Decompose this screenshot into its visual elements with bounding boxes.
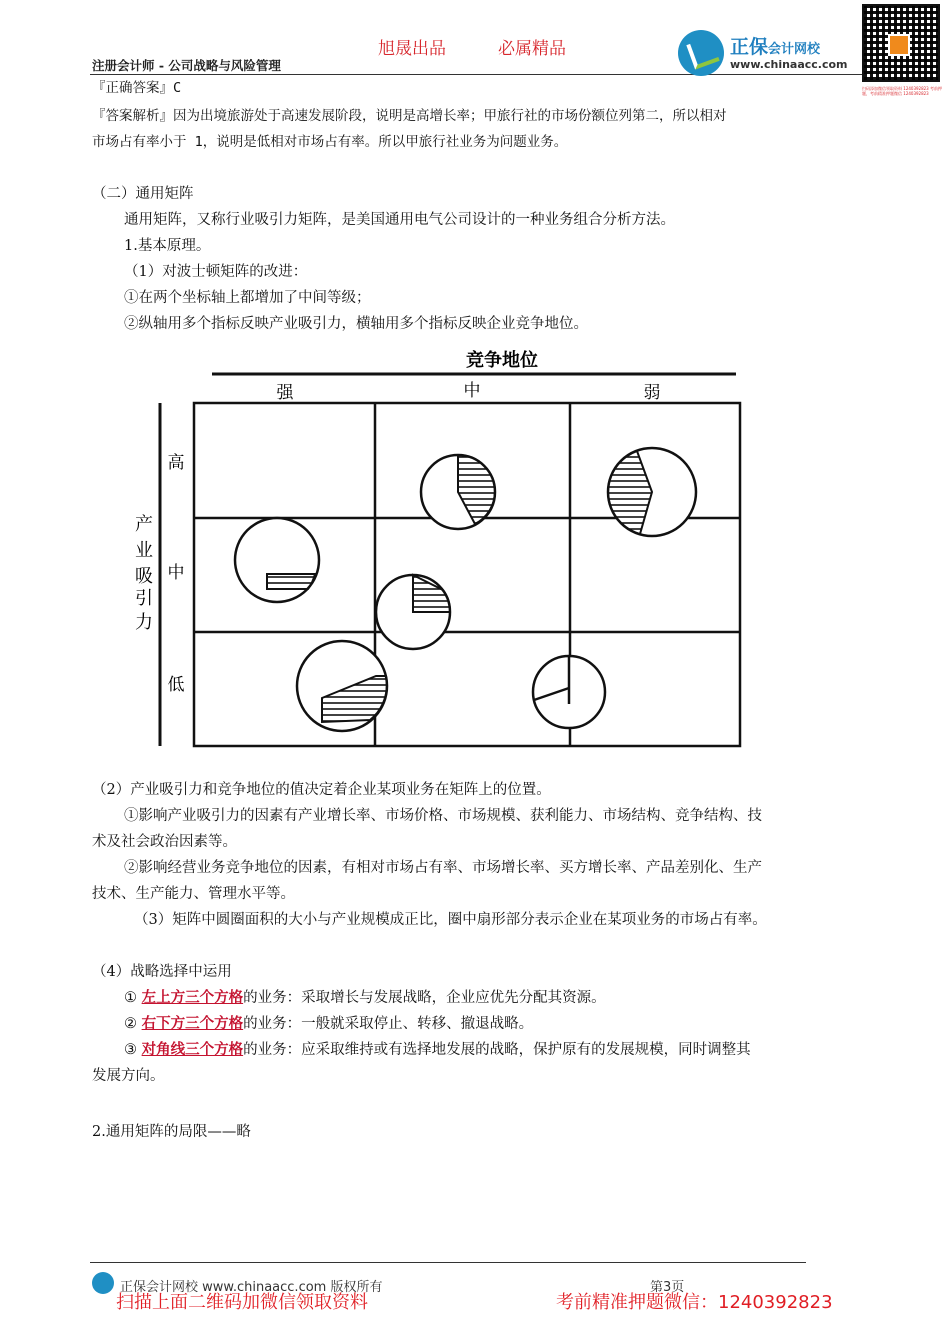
business-circle-weak-high	[608, 448, 696, 536]
logo-name: 正保会计网校	[730, 36, 821, 58]
qr-note: 扫码添加微信领取资料 1240392823 考前押题，考前精准押题微信 1240392823	[862, 86, 942, 96]
section-heading: （二）通用矩阵	[92, 186, 194, 202]
business-circle-strong-medium	[235, 518, 319, 602]
ge-matrix-diagram	[130, 346, 750, 758]
logo-url: www.chinaacc.com	[730, 58, 848, 71]
x-level-medium: 中	[463, 381, 481, 401]
point-2a-line-2: 术及社会政治因素等。	[92, 834, 237, 850]
chinaacc-logo[interactable]	[678, 30, 858, 76]
business-circle-weak-low	[533, 656, 605, 728]
strategy-3-key: 对角线三个方格	[141, 1041, 244, 1058]
point-4: （4）战略选择中运用	[92, 964, 232, 980]
intro-paragraph: 通用矩阵，又称行业吸引力矩阵，是美国通用电气公司设计的一种业务组合分析方法。	[124, 212, 675, 228]
y-title-char-4: 引	[135, 588, 153, 609]
y-title-char-3: 吸	[135, 566, 153, 587]
point-1a: ①在两个坐标轴上都增加了中间等级；	[124, 290, 371, 306]
footer-promo-right: 考前精准押题微信：1240392823	[556, 1292, 833, 1313]
point-2b-line-1: ②影响经营业务竞争地位的因素，有相对市场占有率、市场增长率、买方增长率、产品差别化、生产	[124, 860, 762, 876]
point-2b-line-2: 技术、生产能力、管理水平等。	[92, 886, 295, 902]
y-title-char-1: 产	[135, 514, 153, 535]
qr-center-logo-icon	[888, 34, 910, 56]
strategy-1-key: 左上方三个方格	[141, 989, 244, 1006]
strategy-3: ③ 对角线三个方格的业务：应采取维持或有选择地发展的战略，保护原有的发展规模，同时调整其	[124, 1041, 751, 1058]
point-1: （1）对波士顿矩阵的改进：	[124, 264, 308, 280]
footer-logo-icon	[92, 1272, 114, 1294]
y-level-high: 高	[167, 453, 185, 473]
page-number: 第3页	[650, 1280, 685, 1295]
y-title-char-5: 力	[135, 612, 153, 633]
business-circle-strong-low	[297, 641, 387, 731]
header-slogan-left: 旭晟出品	[378, 39, 446, 59]
point-1b: ②纵轴用多个指标反映产业吸引力，横轴用多个指标反映企业竞争地位。	[124, 316, 588, 332]
footer-copyright: 正保会计网校 www.chinaacc.com 版权所有	[120, 1280, 383, 1295]
answer-line: 『正确答案』C	[92, 80, 182, 96]
business-circle-mid-high	[421, 455, 495, 529]
point-3: （3）矩阵中圆圈面积的大小与产业规模成正比，圈中扇形部分表示企业在某项业务的市场占有率。	[134, 912, 767, 928]
x-level-strong: 强	[276, 383, 294, 403]
point-2a-line-1: ①影响产业吸引力的因素有产业增长率、市场价格、市场规模、获利能力、市场结构、竞争结构、技	[124, 808, 762, 824]
footer-promo-left: 扫描上面二维码加微信领取资料	[116, 1292, 368, 1313]
business-circle-mid-medium	[376, 575, 450, 649]
header-slogan-right: 必属精品	[498, 39, 566, 59]
logo-badge-icon	[678, 30, 724, 76]
strategy-2: ② 右下方三个方格的业务：一般就采取停止、转移、撤退战略。	[124, 1015, 534, 1032]
y-level-low: 低	[167, 675, 185, 695]
x-level-weak: 弱	[643, 383, 661, 403]
header-subject: 注册会计师 - 公司战略与风险管理	[92, 58, 281, 73]
footer-divider	[90, 1262, 806, 1263]
x-axis-title: 竞争地位	[466, 350, 538, 371]
limitation-heading: 2.通用矩阵的局限——略	[92, 1124, 251, 1140]
analysis-line-2: 市场占有率小于 1，说明是低相对市场占有率。所以甲旅行社业务为问题业务。	[92, 134, 568, 150]
strategy-3-continued: 发展方向。	[92, 1068, 165, 1084]
y-level-medium: 中	[167, 563, 185, 583]
y-title-char-2: 业	[135, 540, 153, 561]
point-2: （2）产业吸引力和竞争地位的值决定着企业某项业务在矩阵上的位置。	[92, 782, 551, 798]
analysis-line-1: 『答案解析』因为出境旅游处于高速发展阶段，说明是高增长率；甲旅行社的市场份额位列第二，所以相对	[92, 108, 727, 124]
strategy-2-key: 右下方三个方格	[141, 1015, 244, 1032]
principle-heading: 1.基本原理。	[124, 238, 211, 254]
strategy-1: ① 左上方三个方格的业务：采取增长与发展战略，企业应优先分配其资源。	[124, 989, 606, 1006]
